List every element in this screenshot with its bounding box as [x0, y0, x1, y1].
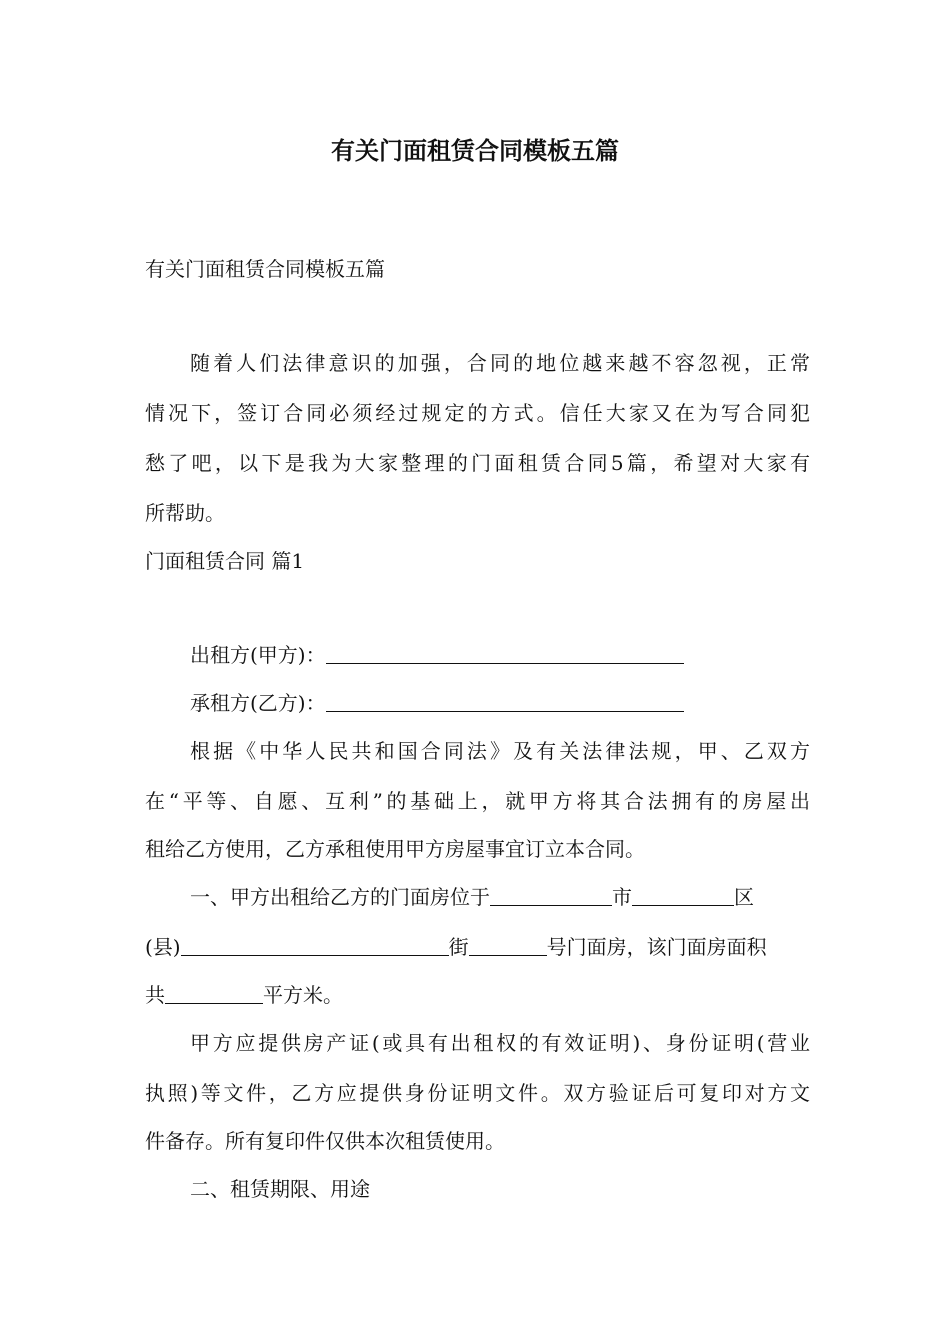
intro-line-4: 所帮助。 [145, 501, 225, 525]
basis-line-2: 在“平等、自愿、互利”的基础上，就甲方将其合法拥有的房屋出 [145, 789, 810, 813]
document-subtitle: 有关门面租赁合同模板五篇 [145, 257, 385, 281]
area-unit: 平方米。 [263, 983, 343, 1007]
party-b-label: 承租方(乙方)： [190, 691, 326, 715]
district-blank [632, 885, 734, 906]
street-label: 街 [448, 935, 469, 959]
documents-line-1: 甲方应提供房产证(或具有出租权的有效证明)、身份证明(营业 [190, 1031, 810, 1055]
clause1-line-3 [145, 978, 810, 1012]
city-label: 市 [612, 885, 632, 909]
city-blank [490, 885, 612, 906]
party-b-blank [326, 691, 684, 712]
clause2-heading: 二、租赁期限、用途 [190, 1177, 370, 1201]
party-a-label: 出租方(甲方)： [190, 643, 326, 667]
documents-line-2: 执照)等文件，乙方应提供身份证明文件。双方验证后可复印对方文 [145, 1081, 810, 1105]
clause1-location-text: 一、甲方出租给乙方的门面房位于 [190, 885, 490, 909]
party-a-line [190, 638, 810, 672]
area-blank [165, 983, 263, 1004]
party-a-blank [326, 643, 684, 664]
clause1-line-1 [190, 880, 810, 914]
area-prefix: 共 [145, 983, 165, 1007]
intro-line-2: 情况下，签订合同必须经过规定的方式。信任大家又在为写合同犯 [145, 401, 810, 425]
street-blank [181, 935, 449, 956]
documents-line-3: 件备存。所有复印件仅供本次租赁使用。 [145, 1129, 505, 1153]
basis-line-1: 根据《中华人民共和国合同法》及有关法律法规，甲、乙双方 [190, 739, 810, 763]
number-text: 号门面房，该门面房面积 [546, 935, 767, 959]
document-title: 有关门面租赁合同模板五篇 [331, 137, 619, 165]
district-label: 区 [734, 885, 754, 909]
number-blank [469, 935, 547, 956]
county-label: (县) [145, 935, 181, 959]
section-heading: 门面租赁合同 篇1 [145, 549, 305, 573]
party-b-line [190, 686, 810, 720]
intro-line-3: 愁了吧，以下是我为大家整理的门面租赁合同5篇，希望对大家有 [145, 451, 810, 475]
basis-line-3: 租给乙方使用，乙方承租使用甲方房屋事宜订立本合同。 [145, 837, 645, 861]
intro-line-1: 随着人们法律意识的加强，合同的地位越来越不容忽视，正常 [190, 351, 810, 375]
clause1-line-2 [145, 930, 810, 964]
